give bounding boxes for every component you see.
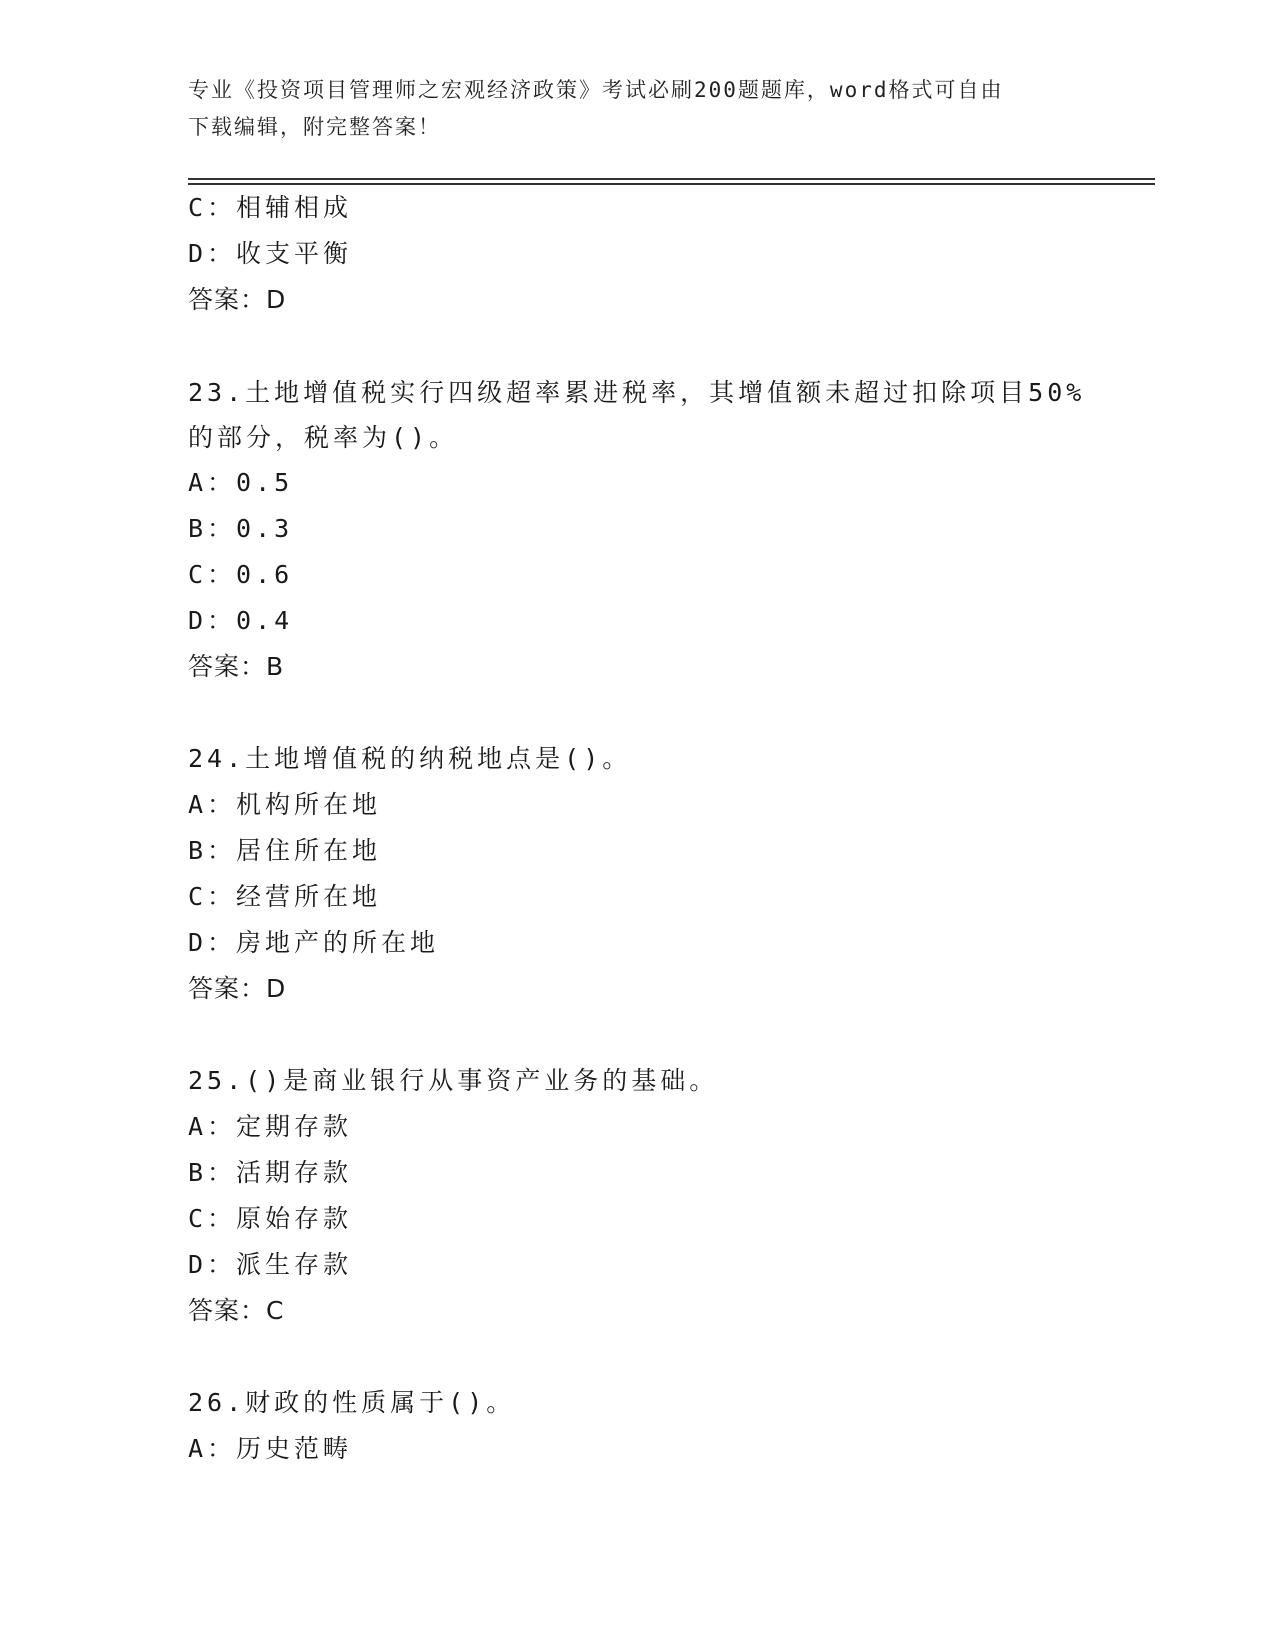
- document-header: [188, 72, 1088, 146]
- q24-option-b: B：居住所在地: [188, 836, 382, 865]
- q23-option-a: A：0.5: [188, 468, 294, 497]
- header-divider-top: [188, 178, 1155, 180]
- q26-stem: 26.财政的性质属于()。: [188, 1388, 516, 1417]
- q25-answer: 答案：C: [188, 1296, 285, 1325]
- q23-stem-line-1: 23.土地增值税实行四级超率累进税率，其增值额未超过扣除项目50%: [188, 378, 1086, 407]
- fragment-answer: 答案：D: [188, 285, 287, 314]
- header-line-1: 专业《投资项目管理师之宏观经济政策》考试必刷200题题库，word格式可自由: [188, 78, 1004, 102]
- q25-option-c: C：原始存款: [188, 1204, 353, 1233]
- q25-option-d: D：派生存款: [188, 1250, 353, 1279]
- q23-option-d: D：0.4: [188, 606, 294, 635]
- q25-option-b: B：活期存款: [188, 1158, 353, 1187]
- fragment-option-d: D：收支平衡: [188, 239, 353, 268]
- q23-answer: 答案：B: [188, 652, 285, 681]
- q23-stem-line-2: 的部分，税率为()。: [188, 423, 459, 452]
- q26-option-a: A：历史范畴: [188, 1434, 353, 1463]
- q25-option-a: A：定期存款: [188, 1112, 353, 1141]
- q23-option-c: C：0.6: [188, 560, 294, 589]
- q24-option-d: D：房地产的所在地: [188, 928, 440, 957]
- q24-option-a: A：机构所在地: [188, 790, 382, 819]
- q24-answer: 答案：D: [188, 974, 287, 1003]
- header-divider-bottom: [188, 183, 1155, 185]
- q24-option-c: C：经营所在地: [188, 882, 382, 911]
- q24-stem: 24.土地增值税的纳税地点是()。: [188, 744, 632, 773]
- q25-stem: 25.()是商业银行从事资产业务的基础。: [188, 1066, 719, 1095]
- header-line-2: 下载编辑，附完整答案！: [188, 115, 441, 139]
- q23-option-b: B：0.3: [188, 514, 294, 543]
- fragment-option-c: C：相辅相成: [188, 193, 353, 222]
